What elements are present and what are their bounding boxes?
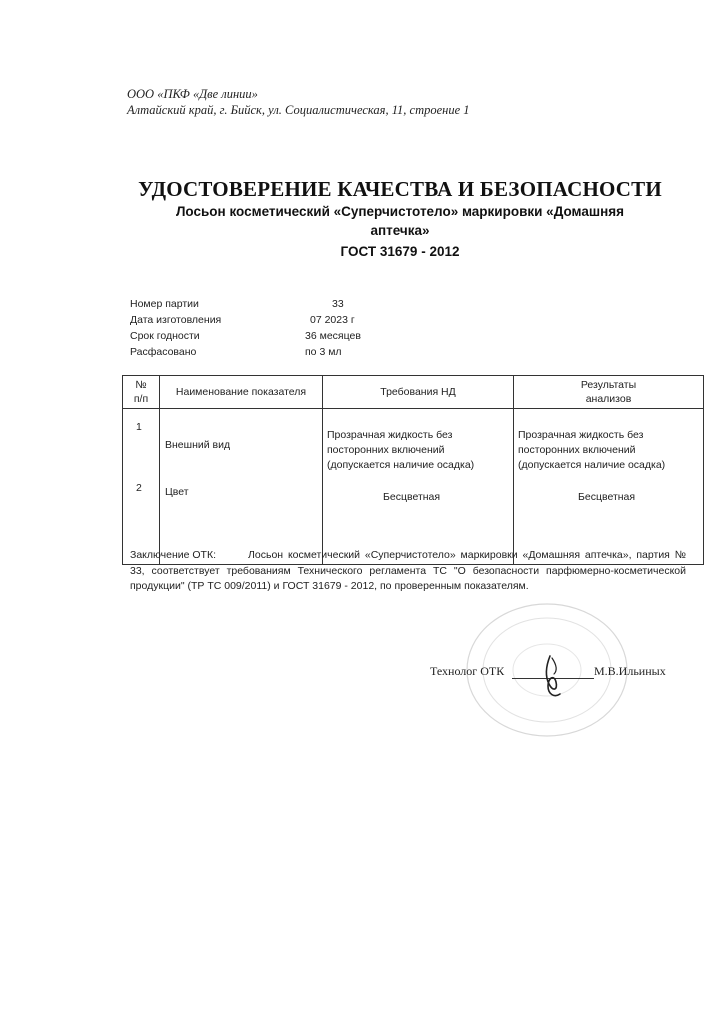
packaging-label: Расфасовано [130,346,197,358]
row-1-req-line-2: посторонних включений [327,444,445,456]
packaging-value: по 3 мл [305,346,342,358]
organization-address: Алтайский край, г. Бийск, ул. Социалистическая, 11, строение 1 [127,103,470,117]
header-results-line-1: Результаты [580,379,637,391]
header-number-line-2: п/п [133,393,149,405]
manufacture-date-value: 07 2023 г [310,314,355,326]
row-2-req: Бесцветная [383,491,441,503]
signatory-role: Технолог ОТК [430,664,505,678]
batch-info [130,298,390,362]
batch-row-number [130,298,390,314]
shelf-life-value: 36 месяцев [305,330,361,342]
row-2-number: 2 [136,482,142,494]
header-indicator-name: Наименование показателя [160,376,323,409]
cell-requirements [323,409,514,565]
row-1-res-line-1: Прозрачная жидкость без [518,429,644,441]
row-2-indicator: Цвет [165,486,189,498]
conclusion-text: Лосьон косметический «Суперчистотело» маркировки «Домашняя аптечка», партия № 33, соответствует требованиям Технического регламента ТС "О безопасности парфюмерно-косметической продукции" (ТР ТС 009/2011) и ГОСТ 31679 - 2012, по проверенным показателям. [130,549,686,592]
organization-name: ООО «ПКФ «Две линии» [127,87,258,101]
specs-table-header-row [123,376,704,409]
header-results-line-2: анализов [585,393,632,405]
row-1-number: 1 [136,421,142,433]
row-1-res-line-3: (допускается наличие осадка) [518,459,666,471]
batch-row-date [130,314,390,330]
signatory-name: М.В.Ильиных [594,664,666,678]
shelf-life-label: Срок годности [130,330,200,342]
organization-header [127,86,470,118]
table-row [123,409,704,565]
header-number-line-1: № [135,379,147,391]
cell-indicator-names [160,409,323,565]
row-1-req-line-3: (допускается наличие осадка) [327,459,475,471]
header-requirements: Требования НД [323,376,514,409]
batch-row-shelf-life [130,330,390,346]
document-subtitle-line-1: Лосьон косметический «Суперчистотело» маркировки «Домашняя [175,204,625,219]
specs-table [122,375,704,565]
row-1-req-line-1: Прозрачная жидкость без [327,429,453,441]
header-results [514,376,704,409]
row-1-res-line-2: посторонних включений [518,444,636,456]
row-2-res: Бесцветная [578,491,636,503]
manufacture-date-label: Дата изготовления [130,314,222,326]
handwritten-signature-icon [536,654,570,700]
document-title: УДОСТОВЕРЕНИЕ КАЧЕСТВА И БЕЗОПАСНОСТИ [138,177,662,201]
title-block [120,176,680,261]
row-1-indicator: Внешний вид [165,439,231,451]
document-subtitle-line-2: аптечка» [370,223,430,238]
batch-number-label: Номер партии [130,298,199,310]
document-standard: ГОСТ 31679 - 2012 [340,244,460,259]
cell-results [514,409,704,565]
batch-row-packaging [130,346,390,362]
header-number [123,376,160,409]
cell-numbers [123,409,160,565]
conclusion [130,548,686,595]
conclusion-label: Заключение ОТК: [130,549,217,561]
batch-number-value: 33 [332,298,344,310]
